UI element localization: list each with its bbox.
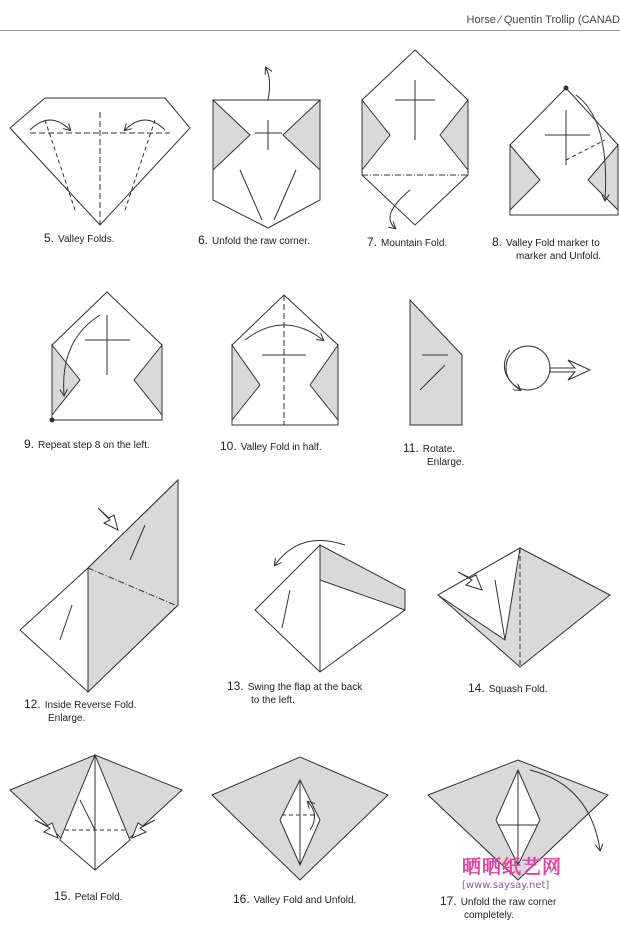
watermark-url: [www.saysay.net]: [462, 880, 550, 891]
caption-step-17: 17. Unfold the raw corner completely.: [440, 894, 557, 921]
caption-step-15: 15. Petal Fold.: [54, 889, 123, 903]
caption-step-7: 7. Mountain Fold.: [367, 235, 448, 249]
caption-step-16: 16. Valley Fold and Unfold.: [233, 892, 357, 906]
diagram-step-8: [510, 86, 618, 215]
diagram-step-12: [20, 480, 178, 692]
page-header: Horse ⁄ Quentin Trollip (CANAD: [466, 14, 620, 26]
diagram-step-11: [410, 300, 590, 425]
caption-step-14: 14. Squash Fold.: [468, 681, 548, 695]
caption-step-5: 5. Valley Folds.: [44, 231, 115, 245]
diagram-step-9: [50, 292, 162, 422]
diagram-step-14: [438, 548, 610, 667]
caption-step-11: 11. Rotate. Enlarge.: [403, 441, 465, 468]
caption-step-12: 12. Inside Reverse Fold. Enlarge.: [24, 697, 137, 724]
diagram-step-10: [232, 295, 338, 425]
diagram-step-5: [10, 98, 190, 225]
caption-step-10: 10. Valley Fold in half.: [220, 439, 322, 453]
diagram-step-7: [362, 50, 468, 228]
watermark-brand: 晒晒纸艺网: [462, 856, 563, 878]
diagram-step-15: [10, 755, 182, 870]
diagram-step-16: [212, 757, 388, 880]
diagram-step-13: [255, 541, 405, 673]
caption-step-9: 9. Repeat step 8 on the left.: [24, 437, 150, 451]
site-watermark: [462, 852, 562, 891]
caption-step-13: 13. Swing the flap at the back to the left.: [227, 679, 363, 706]
diagram-step-6: [213, 68, 320, 228]
caption-step-8: 8. Valley Fold marker to marker and Unfold.: [492, 235, 602, 262]
caption-step-6: 6. Unfold the raw corner.: [198, 233, 310, 247]
